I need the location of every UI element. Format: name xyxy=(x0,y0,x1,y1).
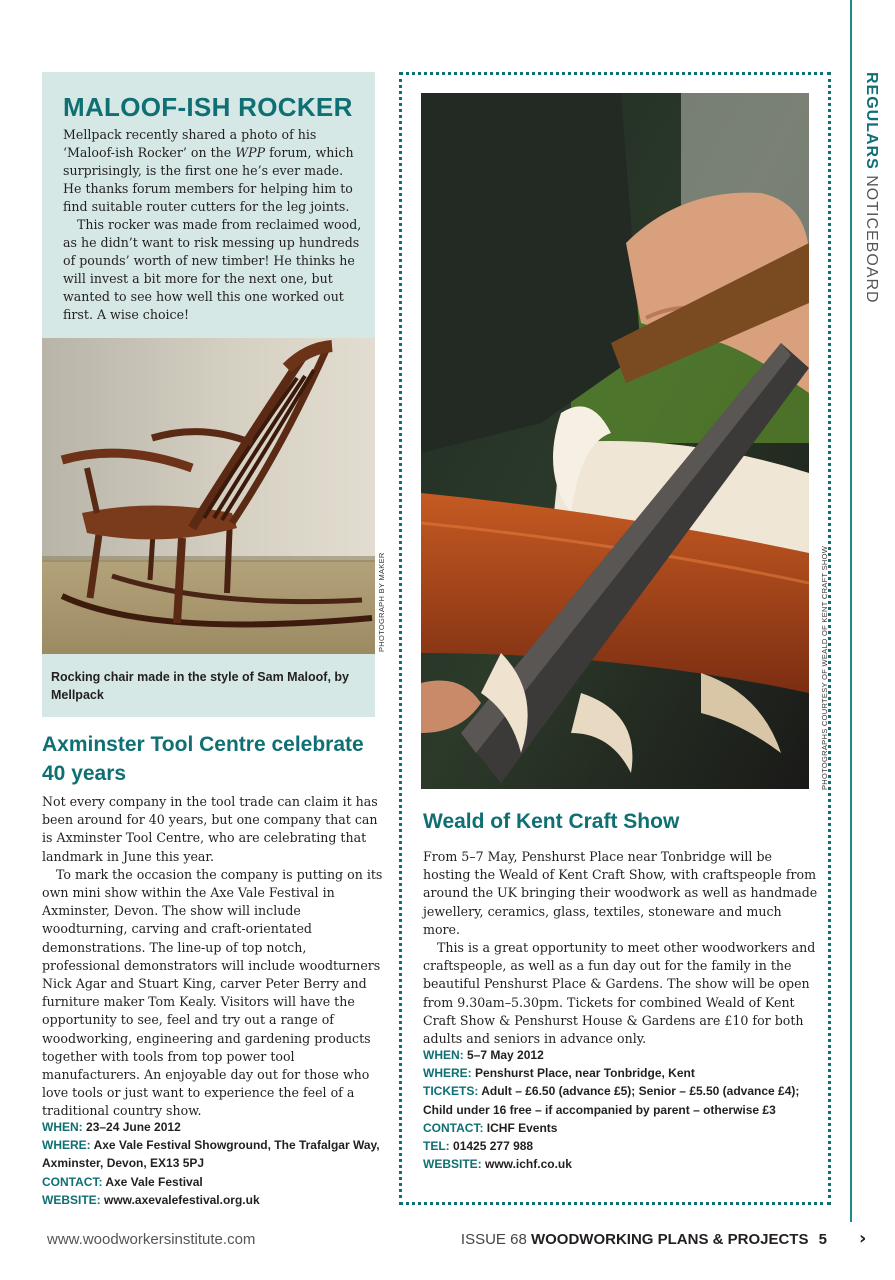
weald-body xyxy=(423,848,818,1048)
footer-magazine-title: WOODWORKING PLANS & PROJECTS xyxy=(530,1231,809,1248)
weald-when: WHEN: 5–7 May 2012 xyxy=(423,1048,544,1062)
axminster-when: WHEN: 23–24 June 2012 xyxy=(42,1120,181,1134)
weald-event-info xyxy=(423,1046,818,1173)
maloof-body xyxy=(63,126,363,324)
section-label: REGULARS xyxy=(863,72,880,170)
axminster-event-info xyxy=(42,1118,387,1209)
next-page-chevron-icon: › xyxy=(859,1228,867,1249)
weald-photo-credit: PHOTOGRAPHS COURTESY OF WEALD OF KENT CRAFT SHOW xyxy=(820,545,829,790)
subsection-label: NOTICEBOARD xyxy=(863,175,880,304)
axminster-where: WHERE: Axe Vale Festival Showground, The Trafalgar Way, Axminster, Devon, EX13 5PJ xyxy=(42,1138,380,1171)
weald-paragraph-1: From 5–7 May, Penshurst Place near Tonbridge will be hosting the Weald of Kent Craft Show, with craftspeople from around the UK bringing their woodwork as well as handmade jewellery, ceramics, glass, textiles, stoneware and much more. xyxy=(423,849,818,937)
axminster-title: Axminster Tool Centre celebrate 40 years xyxy=(42,733,364,785)
axminster-paragraph-2: To mark the occasion the company is putting on its own mini show within the Axe Vale Festival in Axminster, Devon. The show will include woodturning, carving and craft-orientated demonstrations. The line-up of top notch, professional demonstrators will include woodturners Nick Agar and Stuart King, carver Peter Berry and furniture maker Tom Kealy. Visitors will have the opportunity to see, feel and try out a range of woodworking, engineering and gardening products together with tools from top power tool manufacturers. An enjoyable day out for those who love tools or just want to experience the feel of a traditional country show. xyxy=(42,866,383,1119)
axminster-website: WEBSITE: www.axevalefestival.org.uk xyxy=(42,1192,260,1207)
rocking-chair-photo xyxy=(42,338,375,654)
maloof-paragraph-1: Mellpack recently shared a photo of his ‘Maloof-ish Rocker’ on the WPP forum, which surprisingly, is the first one he’s ever made. He thanks forum members for helping him to find suitable router cutters for the leg joints. xyxy=(63,127,354,214)
drawknife-photo xyxy=(421,93,809,789)
axminster-paragraph-1: Not every company in the tool trade can claim it has been around for 40 years, but one company that can is Axminster Tool Centre, who are celebrating that landmark in June this year. xyxy=(42,794,378,864)
weald-paragraph-2: This is a great opportunity to meet other woodworkers and craftspeople, as well as a fun day out for the family in the beautiful Penshurst Place & Gardens. The show will be open from 9.30am–5.30pm. Tickets for combined Weald of Kent Craft Show & Penshurst House & Gardens are £10 for both adults and seniors in advance only. xyxy=(423,940,816,1047)
weald-tickets: TICKETS: Adult – £6.50 (advance £5); Senior – £5.50 (advance £4); Child under 16 free – if accompanied by parent – otherwise £3 xyxy=(423,1084,800,1117)
weald-website: WEBSITE: www.ichf.co.uk xyxy=(423,1157,572,1172)
page-number: 5 xyxy=(818,1231,827,1248)
footer-issue: ISSUE 68 xyxy=(460,1231,527,1248)
footer-issue-line xyxy=(461,1231,827,1248)
weald-tel: TEL: 01425 277 988 xyxy=(423,1139,534,1154)
axminster-body xyxy=(42,793,387,1121)
page-edge-rule xyxy=(850,0,852,1222)
maloof-title: MALOOF-ISH ROCKER xyxy=(63,92,353,122)
weald-contact: CONTACT: ICHF Events xyxy=(423,1120,558,1135)
chair-caption: Rocking chair made in the style of Sam Maloof, by Mellpack xyxy=(51,670,349,702)
section-tab xyxy=(858,72,886,304)
maloof-paragraph-2: This rocker was made from reclaimed wood, as he didn’t want to risk messing up hundreds of pounds’ worth of new timber! He thinks he will invest a bit more for the next one, but wanted to see how well this one worked out first. A wise choice! xyxy=(63,217,362,322)
weald-where: WHERE: Penshurst Place, near Tonbridge, Kent xyxy=(423,1066,695,1081)
footer-website: www.woodworkersinstitute.com xyxy=(47,1231,256,1248)
weald-title: Weald of Kent Craft Show xyxy=(423,810,680,833)
maker-photo-credit: PHOTOGRAPH BY MAKER xyxy=(377,552,386,652)
axminster-contact: CONTACT: Axe Vale Festival xyxy=(42,1174,203,1189)
